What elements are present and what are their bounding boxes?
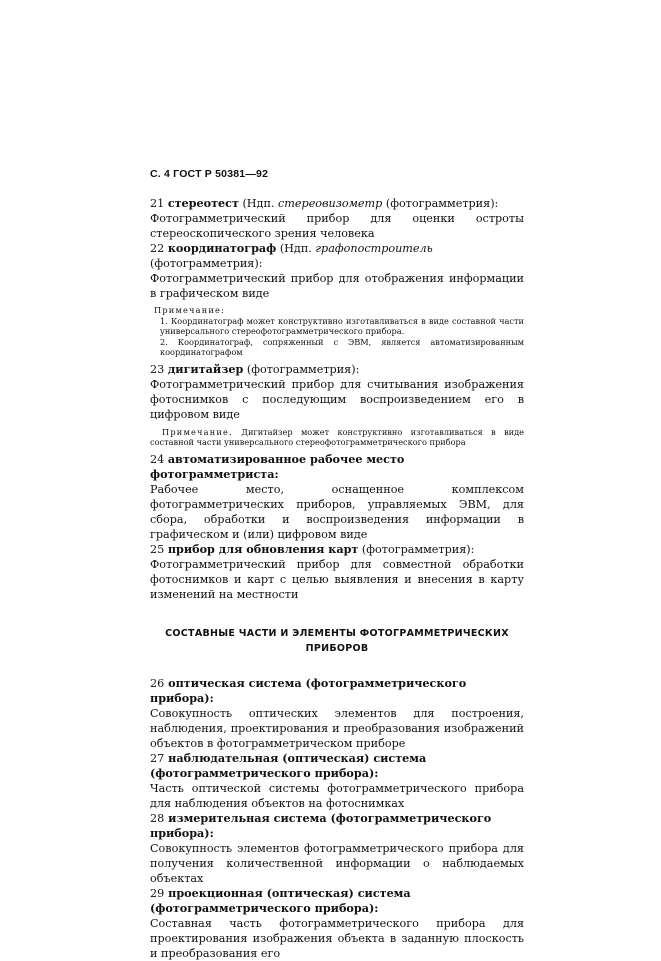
term-name: стереотест	[167, 196, 239, 210]
term-definition: Фотограмметрический прибор для оценки остроты стереоскопического зрения человека	[150, 212, 524, 240]
note-23	[150, 427, 524, 448]
term-title	[150, 241, 524, 271]
term-name: автоматизированное рабочее место фотограмметриста:	[150, 451, 405, 481]
term-26	[150, 676, 524, 751]
document-page	[150, 168, 524, 961]
term-28	[150, 811, 524, 886]
note-22	[150, 305, 524, 358]
term-23	[150, 362, 524, 422]
term-definition: Фотограмметрический прибор для отображения информации в графическом виде	[150, 272, 524, 300]
term-syn-prefix: (Ндп.	[242, 197, 275, 210]
term-name: измерительная система (фотограмметрического прибора):	[150, 810, 492, 840]
term-number: 29	[150, 886, 165, 900]
term-syn-italic: стереовизометр	[278, 197, 383, 210]
term-22	[150, 241, 524, 301]
page-header: С. 4 ГОСТ Р 50381—92	[150, 168, 269, 180]
term-name: проекционная (оптическая) система (фотограмметрического прибора):	[150, 885, 411, 915]
note-text: Дигитайзер может конструктивно изготавливаться в виде составной части универсального стереофотограмметрического прибора	[150, 426, 524, 447]
term-name: прибор для обновления карт	[167, 541, 359, 556]
term-syn-italic: графопостроитель	[315, 242, 433, 255]
note-heading: Примечание:	[154, 305, 226, 315]
term-title	[150, 542, 524, 557]
note-line-2: 2. Координатограф, сопряженный с ЭВМ, является автоматизированным координатографом	[160, 336, 524, 357]
term-title	[150, 886, 524, 916]
term-name: наблюдательная (оптическая) система (фотограмметрического прибора):	[150, 750, 427, 780]
term-number: 24	[150, 452, 165, 466]
term-name: координатограф	[167, 241, 277, 255]
term-number: 27	[150, 751, 165, 765]
term-definition: Фотограмметрический прибор для считывания изображения фотоснимков с последующим воспроизведением его в цифровом виде	[150, 377, 524, 421]
term-number: 28	[150, 811, 165, 825]
term-rest: (фотограмметрия):	[361, 542, 475, 556]
term-number: 25	[150, 542, 165, 556]
term-number: 22	[150, 242, 165, 255]
term-number: 26	[150, 676, 165, 690]
term-title	[150, 196, 524, 211]
term-syn-suffix: (фотограмметрия):	[385, 197, 499, 210]
term-syn-prefix: (Ндп.	[279, 242, 312, 255]
term-definition: Совокупность оптических элементов для построения, наблюдения, проектирования и преобразования изображений объектов в фотограмметрическом приборе	[150, 706, 524, 750]
term-title	[150, 452, 524, 482]
term-27	[150, 751, 524, 811]
term-title	[150, 811, 524, 841]
term-definition: Составная часть фотограмметрического прибора для проектирования изображения объекта в заданную плоскость и преобразования его	[150, 916, 524, 960]
section-title: СОСТАВНЫЕ ЧАСТИ И ЭЛЕМЕНТЫ ФОТОГРАММЕТРИЧЕСКИХ ПРИБОРОВ	[165, 627, 509, 654]
term-21	[150, 196, 524, 241]
term-definition: Рабочее место, оснащенное комплексом фотограмметрических приборов, управляемых ЭВМ, для сбора, обработки и воспроизведения информации в графическом и (или) цифровом виде	[150, 482, 524, 541]
term-title	[150, 676, 524, 706]
term-title	[150, 751, 524, 781]
note-line-1: 1. Координатограф может конструктивно изготавливаться в виде составной части универсального стереофотограмметрического прибора.	[160, 315, 524, 336]
term-25	[150, 542, 524, 602]
term-name: дигитайзер	[167, 361, 244, 376]
note-label: Примечание.	[162, 426, 233, 437]
term-name: оптическая система (фотограмметрического прибора):	[150, 675, 467, 705]
term-syn-suffix: (фотограмметрия):	[150, 257, 263, 270]
term-definition: Часть оптической системы фотограмметрического прибора для наблюдения объектов на фотоснимках	[150, 781, 524, 810]
term-rest: (фотограмметрия):	[246, 362, 360, 376]
term-definition: Фотограмметрический прибор для совместной обработки фотоснимков и карт с целью выявления и внесения в карту изменений на местности	[150, 557, 524, 601]
term-number: 21	[150, 197, 165, 210]
term-number: 23	[150, 362, 165, 376]
term-24	[150, 452, 524, 542]
term-definition: Совокупность элементов фотограмметрического прибора для получения количественной информации о наблюдаемых объектах	[150, 841, 524, 885]
term-title	[150, 362, 524, 377]
term-29	[150, 886, 524, 961]
